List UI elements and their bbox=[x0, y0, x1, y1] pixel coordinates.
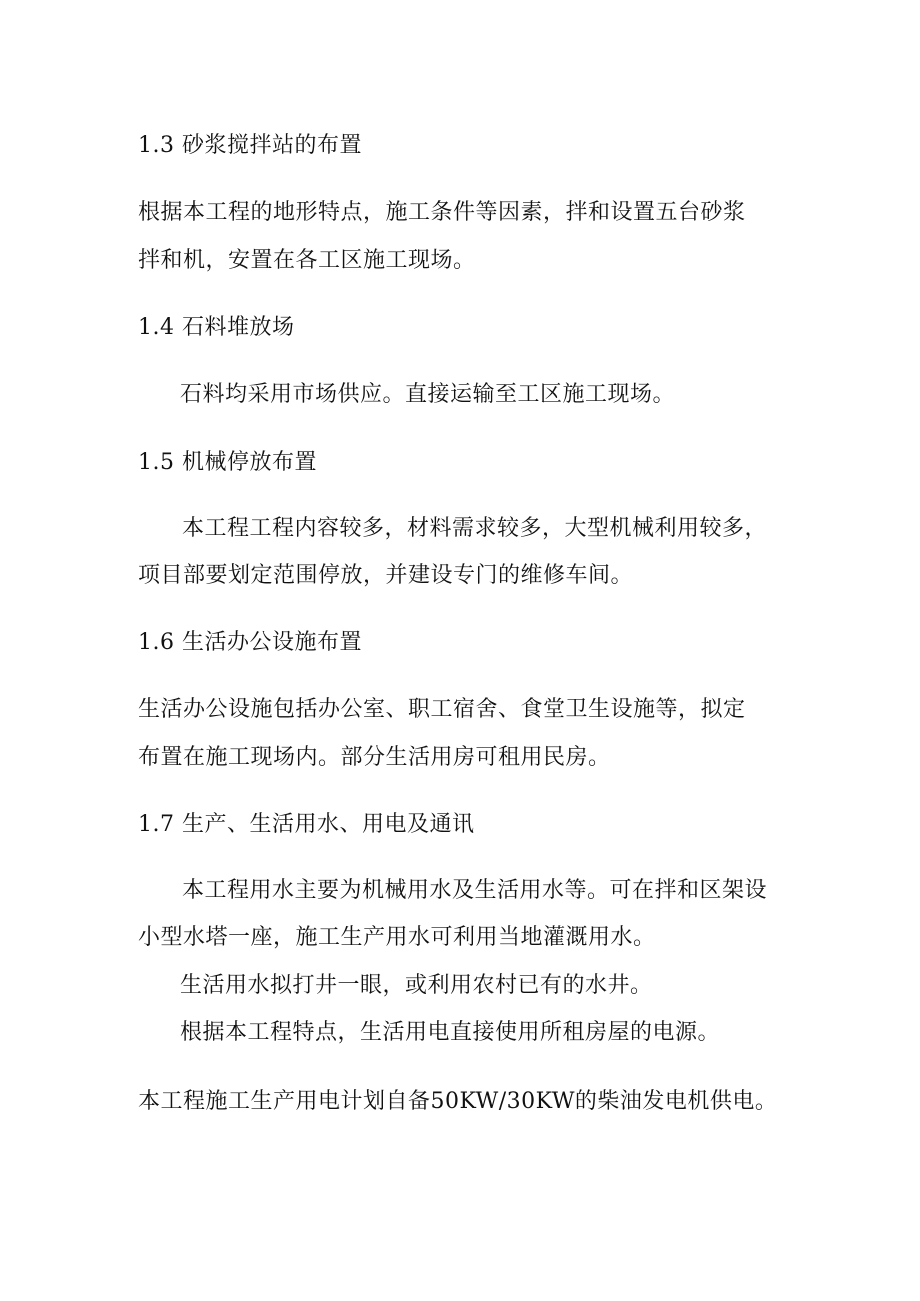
heading-1-6: 1.6 生活办公设施布置 bbox=[138, 630, 362, 655]
heading-1-5: 1.5 机械停放布置 bbox=[138, 450, 317, 475]
paragraph-1-7-line-4: 根据本工程特点，生活用电直接使用所租房屋的电源。 bbox=[180, 1020, 721, 1045]
paragraph-1-7-line-2: 小型水塔一座，施工生产用水可利用当地灌溉用水。 bbox=[138, 925, 656, 950]
paragraph-1-5-line-1: 本工程工程内容较多，材料需求较多，大型机械利用较多， bbox=[182, 516, 768, 541]
paragraph-1-7-line-3: 生活用水拟打井一眼，或利用农村已有的水井。 bbox=[180, 973, 653, 998]
paragraph-1-6-line-2: 布置在施工现场内。部分生活用房可租用民房。 bbox=[138, 745, 611, 770]
heading-1-7: 1.7 生产、生活用水、用电及通讯 bbox=[138, 812, 475, 837]
paragraph-1-7-line-1: 本工程用水主要为机械用水及生活用水等。可在拌和区架设 bbox=[182, 878, 768, 903]
heading-1-4: 1.4 石料堆放场 bbox=[138, 315, 295, 340]
paragraph-1-3-line-1: 根据本工程的地形特点，施工条件等因素，拌和设置五台砂浆 bbox=[138, 200, 746, 225]
paragraph-1-3-line-2: 拌和机，安置在各工区施工现场。 bbox=[138, 248, 476, 273]
paragraph-1-7-line-5: 本工程施工生产用电计划自备50KW/30KW的柴油发电机供电。 bbox=[138, 1089, 778, 1114]
paragraph-1-4-line-1: 石料均采用市场供应。直接运输至工区施工现场。 bbox=[180, 382, 676, 407]
paragraph-1-6-line-1: 生活办公设施包括办公室、职工宿舍、食堂卫生设施等，拟定 bbox=[138, 697, 746, 722]
paragraph-1-5-line-2: 项目部要划定范围停放，并建设专门的维修车间。 bbox=[138, 563, 634, 588]
heading-1-3: 1.3 砂浆搅拌站的布置 bbox=[138, 133, 362, 158]
